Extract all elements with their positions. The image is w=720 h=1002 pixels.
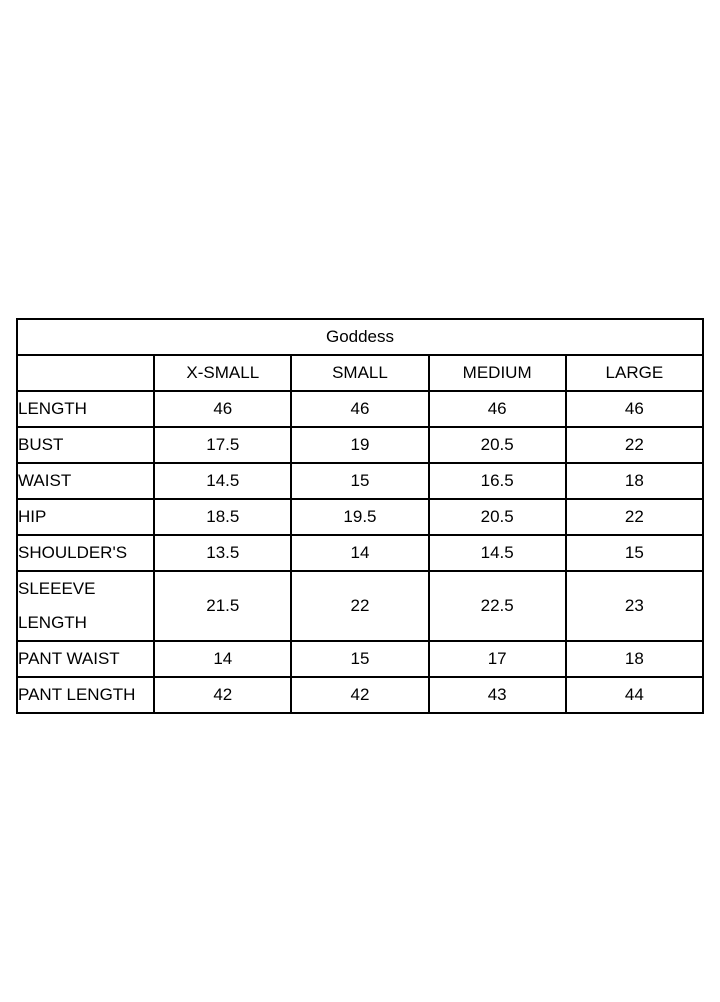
row-label-waist: WAIST [17,463,154,499]
table-row [17,641,703,677]
size-chart-table [16,318,704,714]
size-chart-container [16,318,704,714]
cell-shoulders-large: 15 [566,535,703,571]
cell-hip-medium: 20.5 [429,499,566,535]
table-title-row [17,319,703,355]
row-label-hip: HIP [17,499,154,535]
cell-pant-waist-x-small: 14 [154,641,291,677]
cell-pant-waist-small: 15 [291,641,428,677]
cell-pant-length-medium: 43 [429,677,566,713]
cell-hip-x-small: 18.5 [154,499,291,535]
cell-bust-medium: 20.5 [429,427,566,463]
cell-pant-length-large: 44 [566,677,703,713]
row-label-length: LENGTH [17,391,154,427]
cell-hip-small: 19.5 [291,499,428,535]
cell-pant-waist-medium: 17 [429,641,566,677]
page-title: Goddess [17,319,703,355]
header-large: LARGE [566,355,703,391]
cell-shoulders-medium: 14.5 [429,535,566,571]
table-row [17,677,703,713]
row-label-pant-length: PANT LENGTH [17,677,154,713]
row-label-bust: BUST [17,427,154,463]
header-blank [17,355,154,391]
cell-hip-large: 22 [566,499,703,535]
cell-pant-length-x-small: 42 [154,677,291,713]
cell-bust-x-small: 17.5 [154,427,291,463]
row-label-pant-waist: PANT WAIST [17,641,154,677]
cell-waist-x-small: 14.5 [154,463,291,499]
cell-bust-small: 19 [291,427,428,463]
row-label-shoulders: SHOULDER'S [17,535,154,571]
cell-sleeve-length-large: 23 [566,571,703,641]
cell-length-x-small: 46 [154,391,291,427]
cell-length-large: 46 [566,391,703,427]
cell-waist-large: 18 [566,463,703,499]
header-x-small: X-SMALL [154,355,291,391]
cell-length-medium: 46 [429,391,566,427]
cell-shoulders-small: 14 [291,535,428,571]
table-row [17,499,703,535]
cell-shoulders-x-small: 13.5 [154,535,291,571]
cell-bust-large: 22 [566,427,703,463]
cell-length-small: 46 [291,391,428,427]
table-row [17,391,703,427]
cell-sleeve-length-medium: 22.5 [429,571,566,641]
table-row [17,427,703,463]
cell-pant-length-small: 42 [291,677,428,713]
cell-sleeve-length-x-small: 21.5 [154,571,291,641]
table-row [17,463,703,499]
header-small: SMALL [291,355,428,391]
cell-waist-small: 15 [291,463,428,499]
table-row [17,571,703,641]
cell-pant-waist-large: 18 [566,641,703,677]
cell-sleeve-length-small: 22 [291,571,428,641]
table-header-row [17,355,703,391]
row-label-sleeve-length: SLEEEVE LENGTH [17,571,154,641]
header-medium: MEDIUM [429,355,566,391]
cell-waist-medium: 16.5 [429,463,566,499]
table-row [17,535,703,571]
